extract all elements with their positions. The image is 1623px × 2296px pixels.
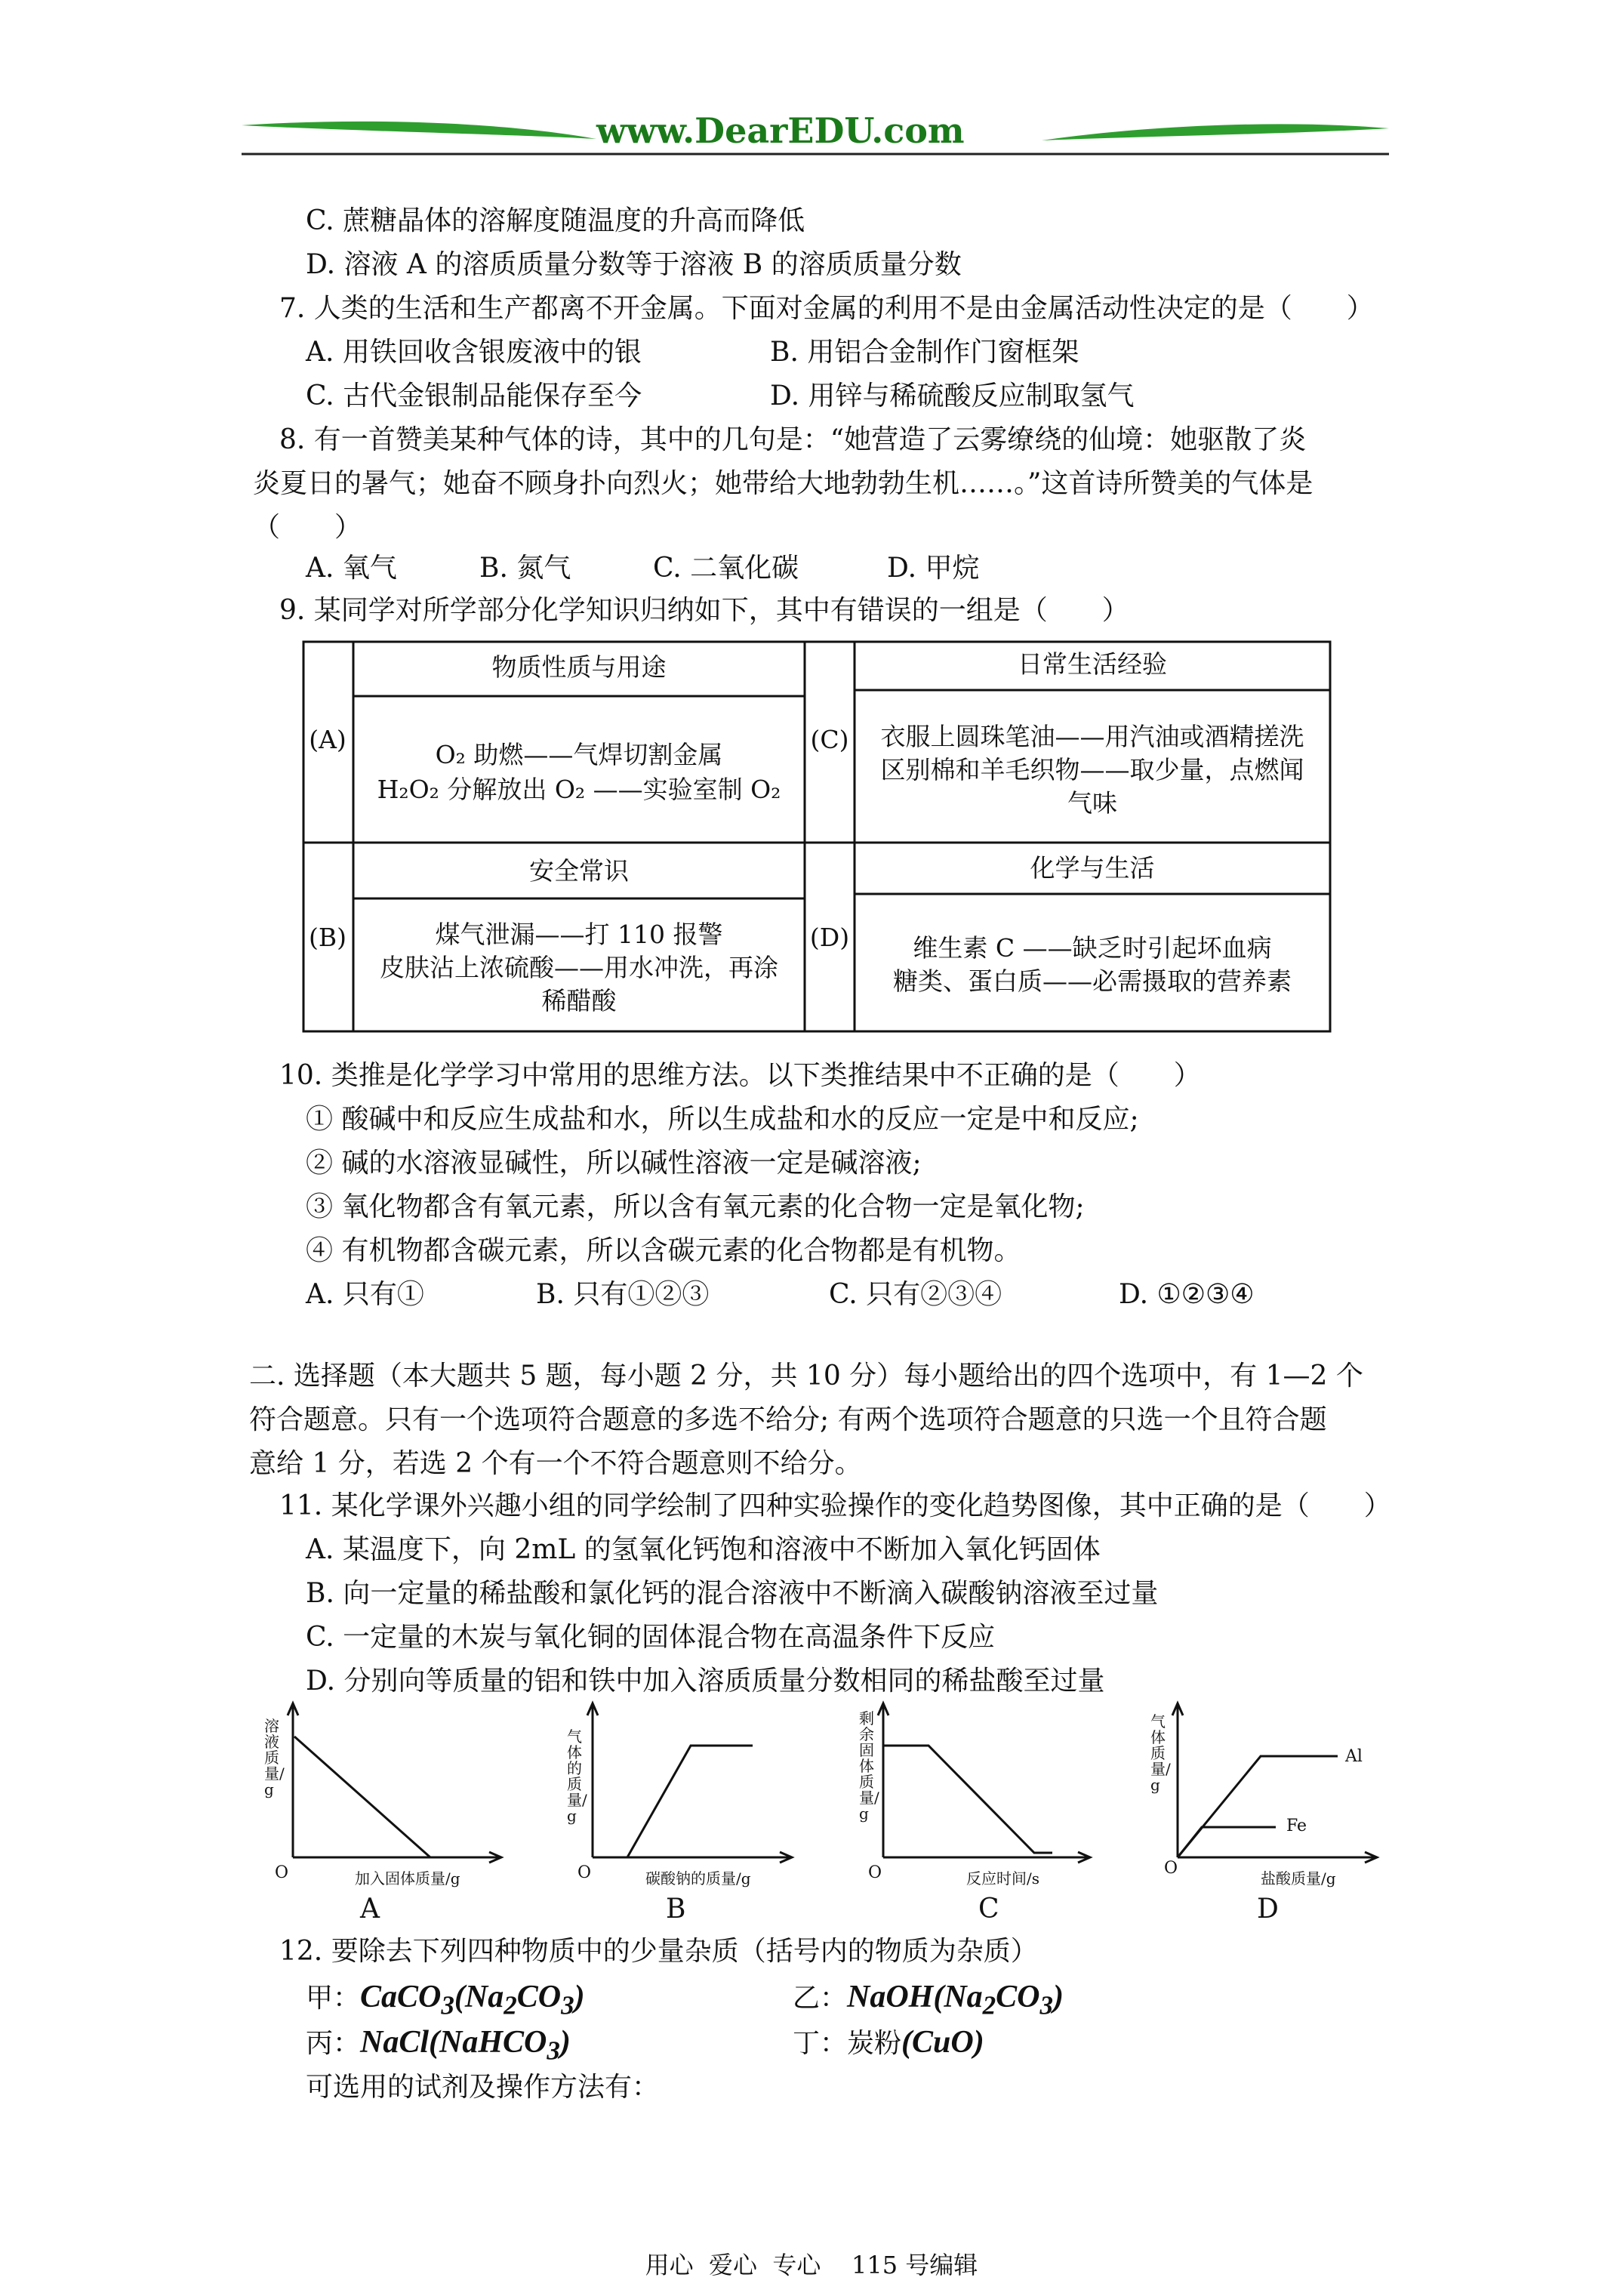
q11-graph-b-caption: B: [666, 1894, 686, 1925]
q11-graph-a-line: [294, 1737, 430, 1857]
q9-group-b-label: (B): [309, 923, 346, 952]
q11-graph-d-al-line: [1178, 1756, 1338, 1857]
q11-graph-d-xlabel: 盐酸质量/g: [1261, 1869, 1336, 1888]
q10-stem: 10. 类推是化学学习中常用的思维方法。以下类推结果中不正确的是（ ）: [279, 1060, 1201, 1091]
q12-item-jia-label: 甲：: [306, 1983, 361, 2014]
q11-graph-d-fe-line: [1178, 1827, 1276, 1857]
q10-statement-3: ③ 氧化物都含有氧元素，所以含有氧元素的化合物一定是氧化物;: [306, 1191, 1085, 1222]
q11-graph-c-caption: C: [978, 1894, 999, 1925]
q11-graph-c-plot: [853, 1699, 1095, 1895]
q12-item-yi: [793, 1980, 1064, 2023]
q11-graph-a-ylabel: 溶液质量/g: [264, 1717, 285, 1798]
q6-option-d: D. 溶液 A 的溶质质量分数等于溶液 B 的溶质质量分数: [306, 249, 962, 280]
q11-option-a: A. 某温度下，向 2mL 的氢氧化钙饱和溶液中不断加入氧化钙固体: [306, 1534, 1101, 1565]
q7-option-d: D. 用锌与稀硫酸反应制取氢气: [770, 381, 1135, 411]
q11-graph-a-origin: O: [275, 1863, 289, 1882]
q11-option-d: D. 分别向等质量的铝和铁中加入溶质质量分数相同的稀盐酸至过量: [306, 1666, 1105, 1697]
q12-methods-intro: 可选用的试剂及操作方法有：: [306, 2072, 660, 2103]
q7-option-c: C. 古代金银制品能保存至今: [306, 381, 642, 411]
q12-item-yi-formula: $NaOH(Na_2CO_3)$: [847, 1980, 1064, 2020]
q11-graph-a-caption: A: [360, 1894, 380, 1925]
q11-graph-a: [264, 1699, 506, 1895]
q10-option-b: B. 只有①②③: [536, 1279, 710, 1310]
q11-graph-b-line: [627, 1746, 753, 1857]
q12-stem: 12. 要除去下列四种物质中的少量杂质（括号内的物质为杂质）: [279, 1936, 1038, 1967]
section2-intro-line2: 符合题意。只有一个选项符合题意的多选不给分; 有两个选项符合题意的只选一个且符合题: [249, 1404, 1327, 1435]
q12-item-jia-formula: $CaCO_3(Na_2CO_3)$: [360, 1980, 585, 2020]
header-banner: [242, 106, 1389, 166]
q9-group-a-label: (A): [309, 725, 346, 754]
page-footer: 用心 爱心 专心 115 号编辑: [645, 2251, 978, 2279]
q8-option-b: B. 氮气: [479, 553, 571, 584]
q11-stem: 11. 某化学课外兴趣小组的同学绘制了四种实验操作的变化趋势图像，其中正确的是（ ）: [279, 1490, 1391, 1521]
q9-group-b-heading: 安全常识: [529, 856, 629, 886]
q10-option-d: D. ①②③④: [1119, 1279, 1255, 1310]
q10-option-a: A. 只有①: [306, 1279, 424, 1310]
section2-intro-line1: 二. 选择题（本大题共 5 题，每小题 2 分，共 10 分）每小题给出的四个选项中，有 1—2 个: [249, 1361, 1363, 1391]
q9-group-c-line1: 衣服上圆珠笔油——用汽油或酒精搓洗: [880, 722, 1304, 751]
q10-statement-4: ④ 有机物都含碳元素，所以含碳元素的化合物都是有机物。: [306, 1235, 1021, 1266]
q9-group-b-line1: 煤气泄漏——打 110 报警: [435, 920, 723, 949]
q9-group-c-line3: 气味: [1067, 788, 1117, 818]
q11-graph-d-series-fe: Fe: [1286, 1817, 1307, 1835]
q9-group-d-label: (D): [809, 923, 850, 952]
q12-item-ding-formula: (CuO): [901, 2025, 984, 2060]
q9-group-d-heading: 化学与生活: [1030, 853, 1155, 883]
q9-group-d-line1: 维生素 C ——缺乏时引起坏血病: [913, 933, 1272, 963]
q12-item-bing-formula: NaCl(NaHCO$_3$): [360, 2025, 571, 2066]
q11-graph-d-ylabel: 气体质量/g: [1150, 1712, 1171, 1794]
q8-option-a: A. 氧气: [306, 553, 397, 584]
q9-group-d-line2: 糖类、蛋白质——必需摄取的营养素: [893, 966, 1292, 996]
q10-statement-1: ① 酸碱中和反应生成盐和水，所以生成盐和水的反应一定是中和反应;: [306, 1104, 1139, 1135]
q9-group-b-line3: 稀醋酸: [541, 986, 617, 1015]
q11-option-c: C. 一定量的木炭与氧化铜的固体混合物在高温条件下反应: [306, 1622, 996, 1653]
q6-option-c: C. 蔗糖晶体的溶解度随温度的升高而降低: [306, 205, 805, 236]
section2-intro-line3: 意给 1 分，若选 2 个有一个不符合题意则不给分。: [249, 1448, 862, 1479]
q9-stem: 9. 某同学对所学部分化学知识归纳如下，其中有错误的一组是（ ）: [279, 595, 1129, 626]
q12-item-jia: [306, 1980, 585, 2023]
q7-option-a: A. 用铁回收含银废液中的银: [306, 337, 642, 368]
q11-graph-b: [555, 1699, 796, 1895]
q11-graph-b-ylabel: 气体的质量/g: [567, 1727, 587, 1825]
q8-stem-line3: （ ）: [253, 512, 362, 543]
header-site-name: www.DearEDU.com: [596, 110, 965, 151]
q10-option-c: C. 只有②③④: [829, 1279, 1002, 1310]
q11-graph-c-xlabel: 反应时间/s: [966, 1869, 1040, 1888]
q11-graph-b-origin: O: [577, 1863, 592, 1882]
q11-graph-d-origin: O: [1164, 1859, 1178, 1878]
q8-stem-line2: 炎夏日的暑气；她奋不顾身扑向烈火；她带给大地勃勃生机……。”这首诗所赞美的气体是: [253, 468, 1313, 499]
q12-item-bing-label: 丙：: [306, 2028, 361, 2059]
q8-option-d: D. 甲烷: [887, 553, 980, 584]
q11-graph-d-series-al: Al: [1345, 1747, 1363, 1766]
q12-item-ding: [793, 2025, 984, 2061]
q11-graph-a-plot: [264, 1699, 506, 1895]
q9-group-a-line1: O₂ 助燃——气焊切割金属: [435, 740, 723, 769]
q11-graph-c-origin: O: [868, 1863, 882, 1882]
q11-option-b: B. 向一定量的稀盐酸和氯化钙的混合溶液中不断滴入碳酸钠溶液至过量: [306, 1578, 1159, 1609]
q12-item-yi-label: 乙：: [793, 1983, 848, 2014]
q9-group-c-heading: 日常生活经验: [1018, 649, 1167, 679]
q9-group-c-line2: 区别棉和羊毛织物——取少量，点燃闻: [880, 755, 1304, 784]
q9-group-a-line2: H₂O₂ 分解放出 O₂ ——实验室制 O₂: [377, 775, 781, 804]
q11-graph-b-xlabel: 碳酸钠的质量/g: [645, 1869, 751, 1888]
q10-statement-2: ② 碱的水溶液显碱性，所以碱性溶液一定是碱溶液;: [306, 1148, 922, 1179]
q9-knowledge-table: [302, 640, 1332, 1033]
q9-group-a-heading: 物质性质与用途: [491, 652, 667, 682]
q11-graph-d-caption: D: [1257, 1894, 1279, 1925]
q11-graph-a-xlabel: 加入固体质量/g: [355, 1869, 460, 1888]
q8-stem-line1: 8. 有一首赞美某种气体的诗，其中的几句是：“她营造了云雾缭绕的仙境：她驱散了炎: [279, 424, 1307, 455]
q7-option-b: B. 用铝合金制作门窗框架: [770, 337, 1079, 368]
q9-group-c-label: (C): [810, 725, 849, 754]
q11-graph-c: [853, 1699, 1095, 1895]
q12-item-bing: [306, 2025, 571, 2068]
q11-graph-c-ylabel: 剩余固体质量/g: [859, 1709, 879, 1823]
q9-group-b-line2: 皮肤沾上浓硫酸——用水冲洗，再涂: [380, 953, 778, 982]
q7-stem: 7. 人类的生活和生产都离不开金属。下面对金属的利用不是由金属活动性决定的是（ ）: [279, 293, 1374, 324]
q11-graph-d: [1140, 1699, 1381, 1895]
q12-item-ding-label: 丁：炭粉: [793, 2028, 902, 2059]
q8-option-c: C. 二氧化碳: [653, 553, 799, 584]
q11-graph-c-line: [883, 1746, 1052, 1853]
